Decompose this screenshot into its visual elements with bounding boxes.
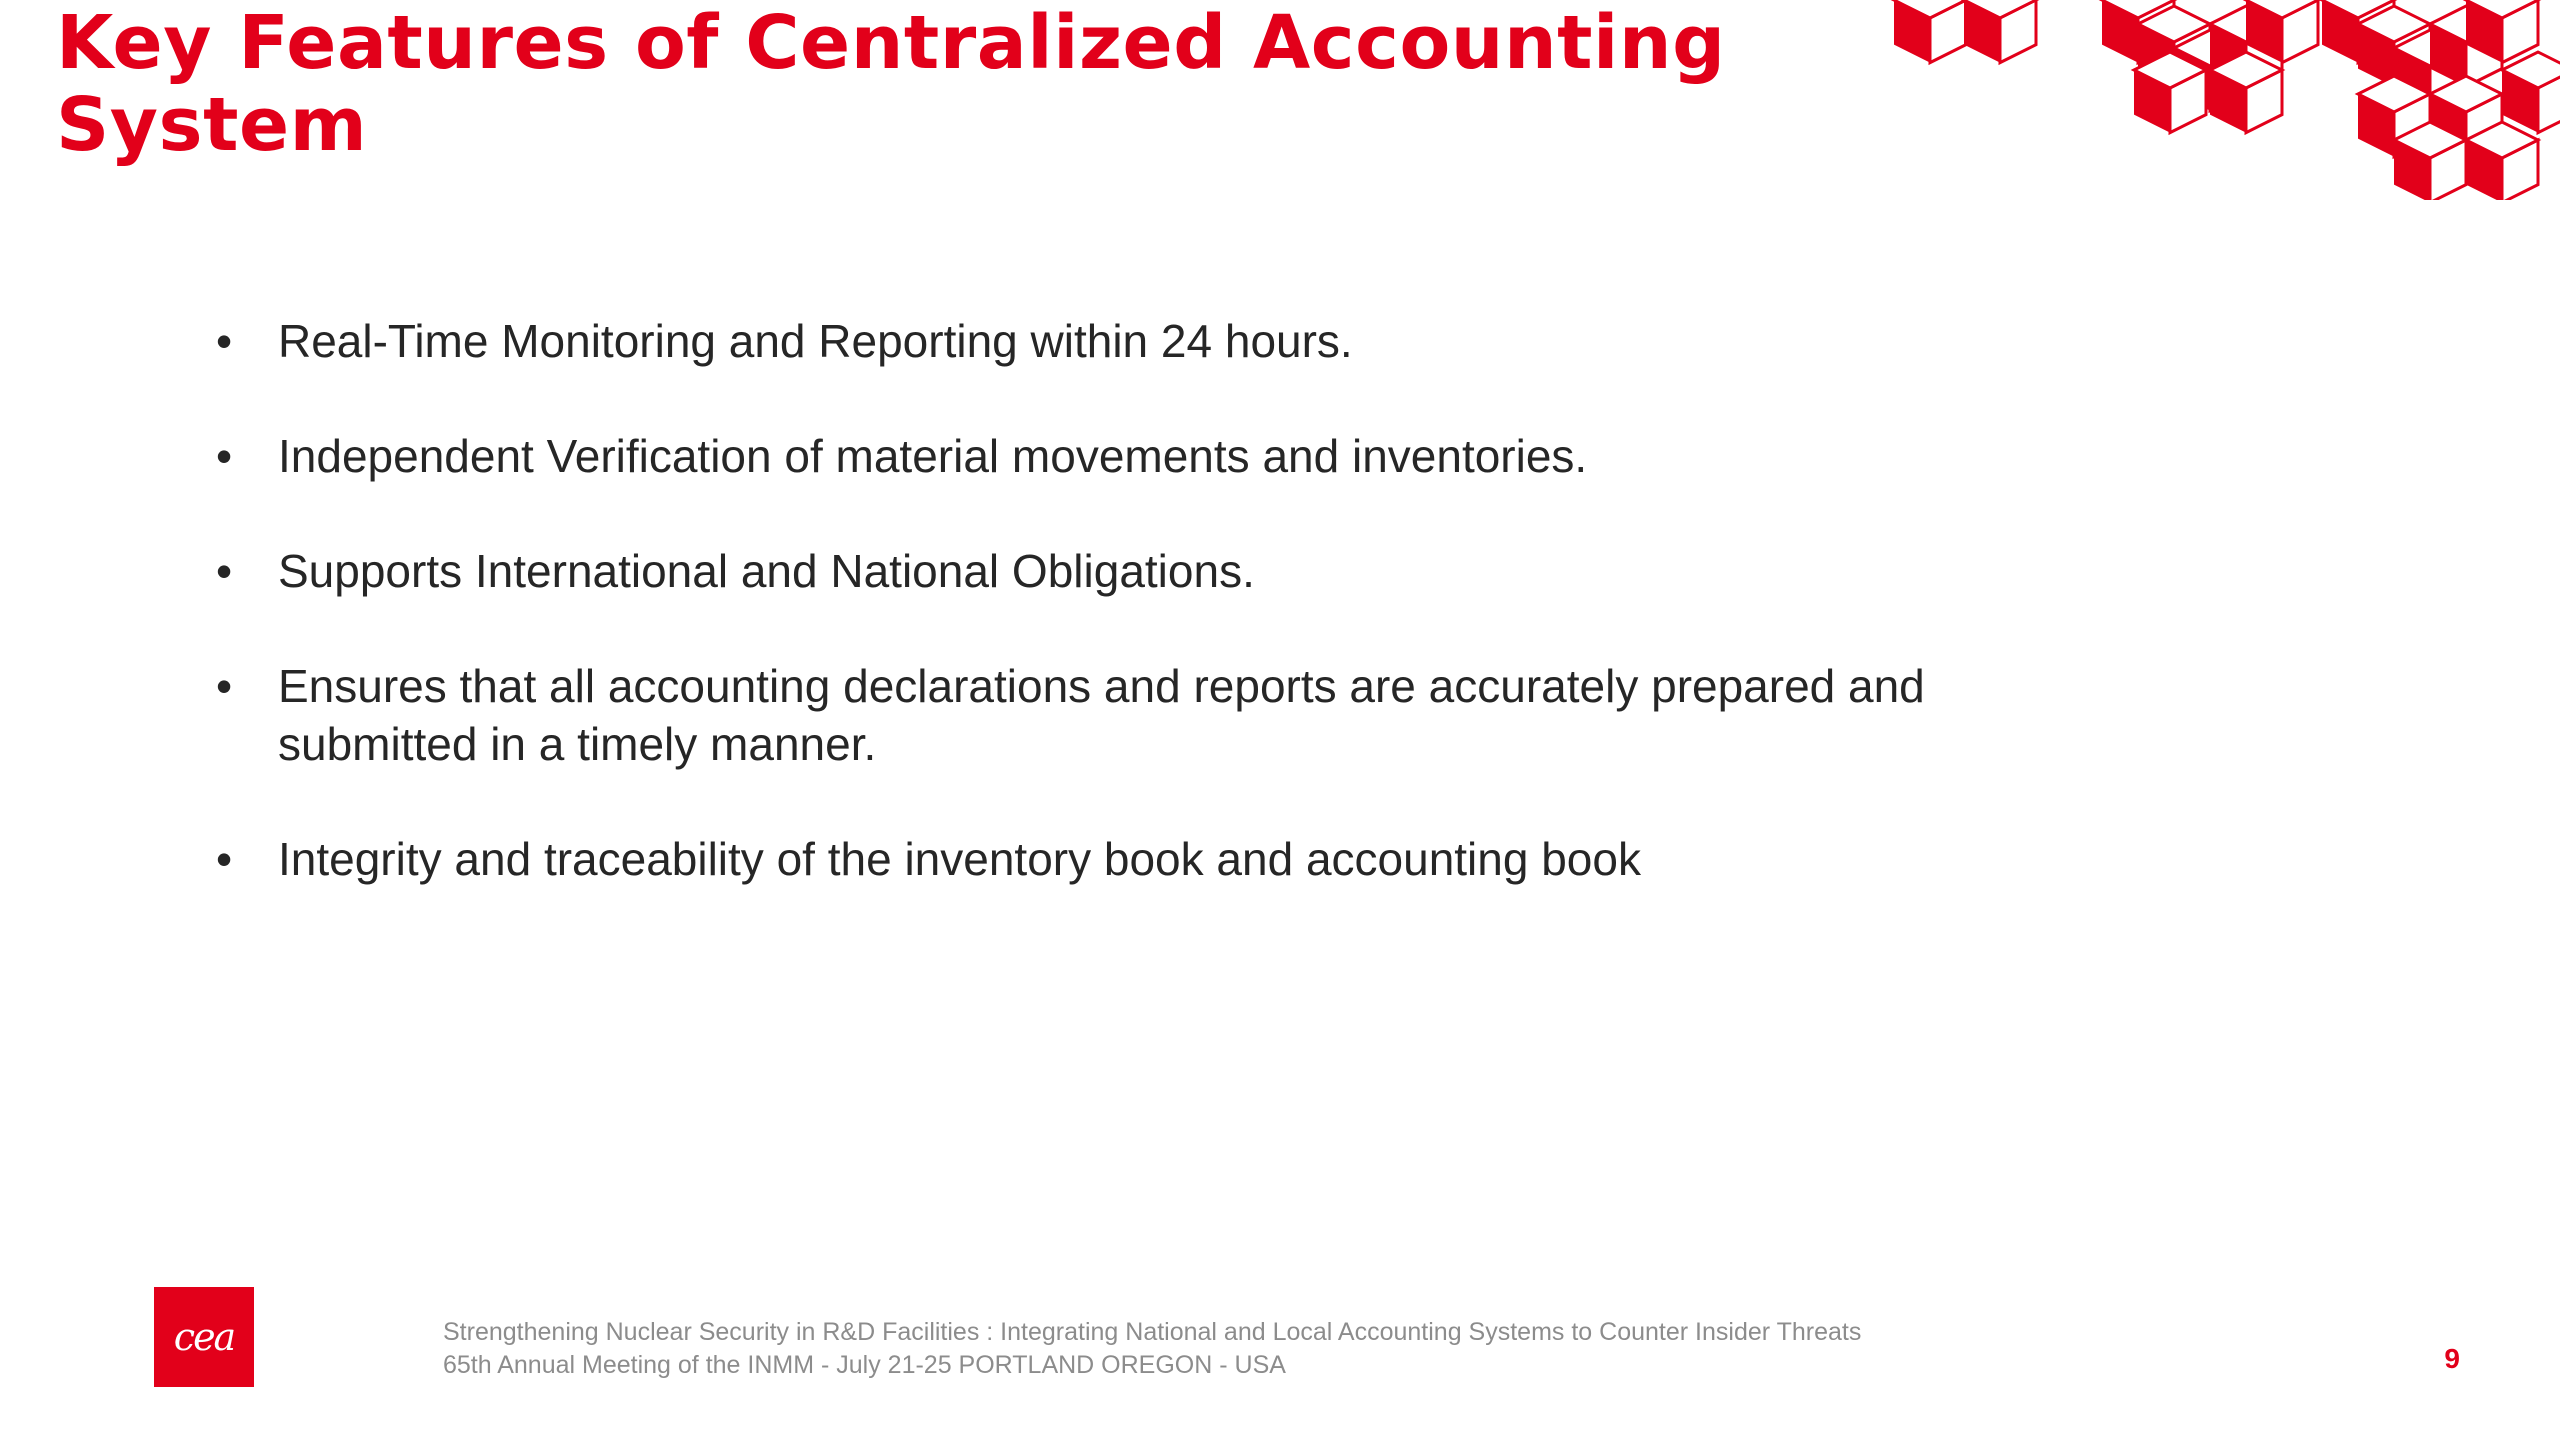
slide-title [56, 2, 1756, 166]
bullet-item: • Integrity and traceability of the inventory book and accounting book [214, 830, 2064, 888]
logo-text: cea [173, 1315, 235, 1359]
bullet-item: • Independent Verification of material movements and inventories. [214, 427, 2064, 485]
bullet-list [214, 312, 2064, 945]
page-number: 9 [2444, 1343, 2460, 1374]
slide-title-line-2: System [56, 82, 368, 168]
cube-pattern-icon [1880, 0, 2560, 200]
cea-logo-icon [154, 1287, 254, 1387]
slide-title-line-1: Key Features of Centralized Accounting [56, 0, 1726, 86]
footer-line-1: Strengthening Nuclear Security in R&D Facilities : Integrating National and Local Accounting Systems to Counter Insider Threats [443, 1318, 1862, 1346]
footer [443, 1316, 2043, 1382]
bullet-item: • Real-Time Monitoring and Reporting within 24 hours. [214, 312, 2064, 370]
footer-line-2: 65th Annual Meeting of the INMM - July 21-25 PORTLAND OREGON - USA [443, 1351, 1286, 1379]
bullet-item: • Ensures that all accounting declarations and reports are accurately prepared and submitted in a timely manner. [214, 657, 2064, 773]
bullet-item: • Supports International and National Obligations. [214, 542, 2064, 600]
